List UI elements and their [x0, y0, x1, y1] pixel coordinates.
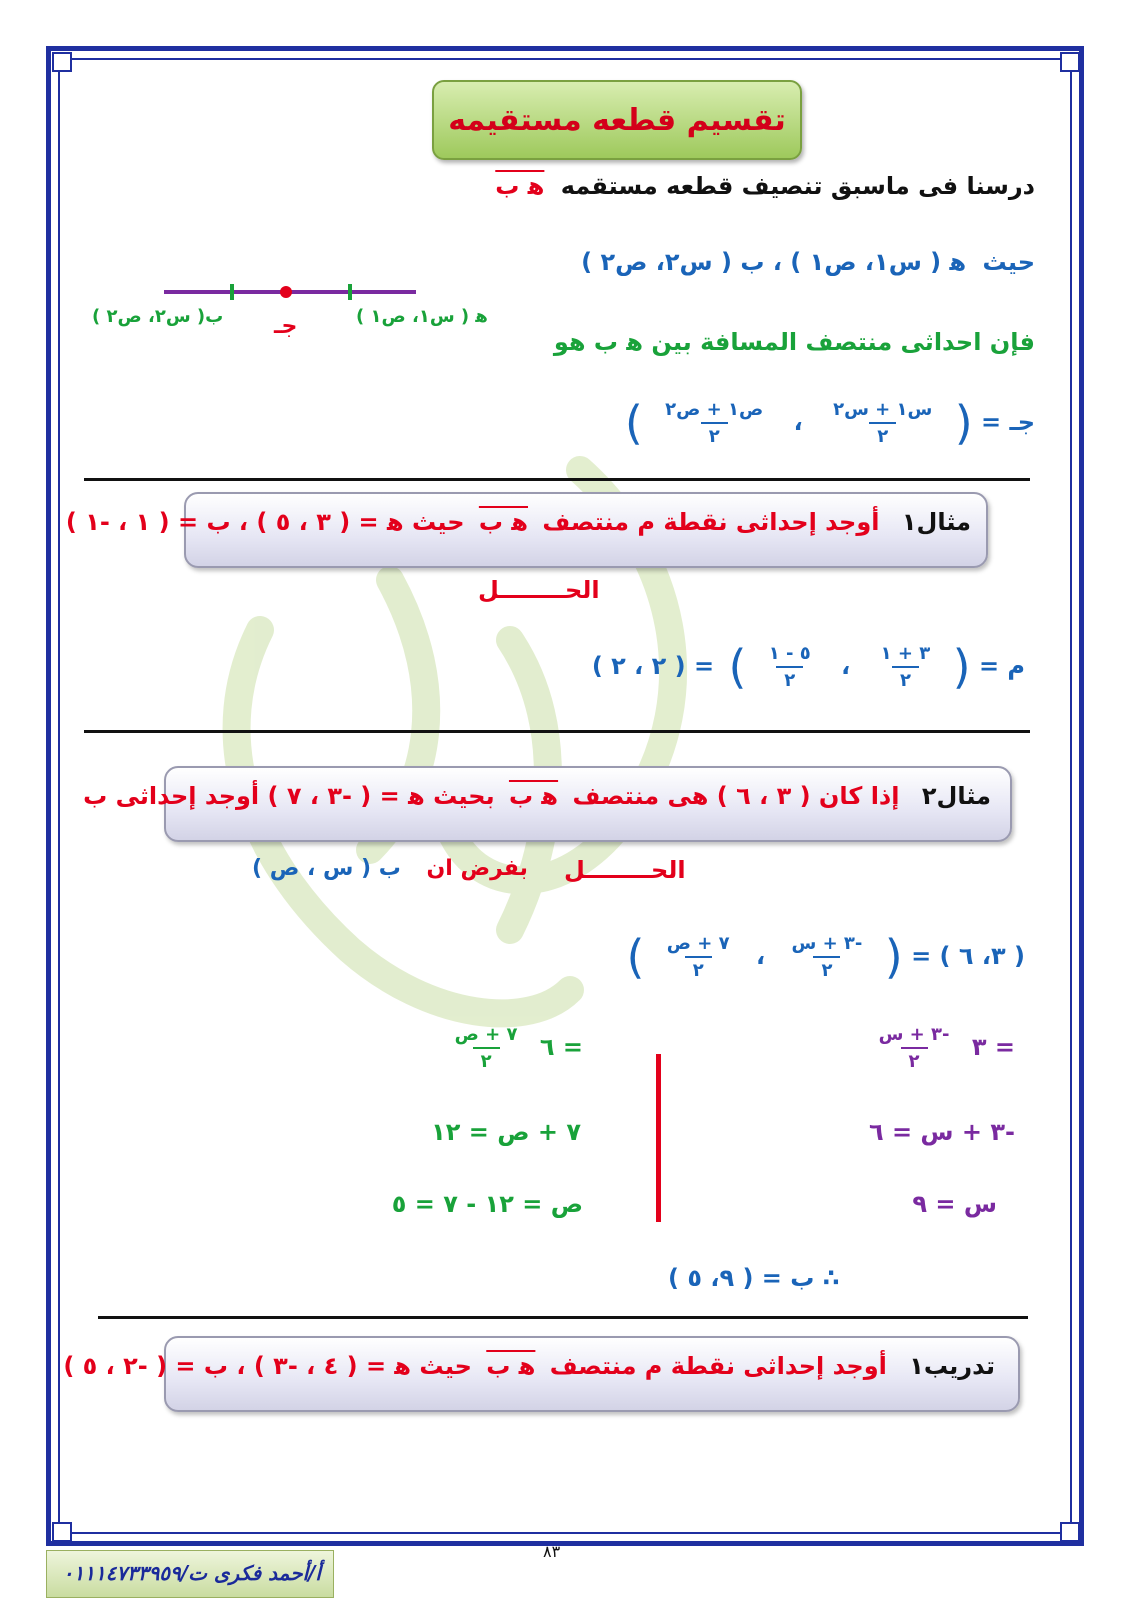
- example-2-assumption: بفرض ان ب ( س ، ص ): [252, 856, 528, 881]
- example-2-frac-x: $\frac{\text{-٣ + س}}{٢}$: [791, 933, 863, 981]
- formula-frac-x: $\frac{\text{س١ + س٢}}{٢}$: [833, 399, 933, 447]
- example-2-label: مثال٢: [921, 782, 991, 810]
- frame-corner: [52, 52, 72, 72]
- diagram-midpoint: جـ: [274, 314, 298, 339]
- segment-ab: ﻫ ب: [478, 508, 528, 536]
- title-banner: [432, 80, 802, 160]
- example-2-conclusion: ∴ ب = ( ٩، ٥ ): [668, 1264, 840, 1292]
- page-title: تقسيم قطعه مستقيمه: [448, 102, 786, 138]
- divider: [84, 730, 1030, 733]
- example-2-equation: ( ٣، ٦ ) = ( $\frac{\text{-٣ + س}}{٢}$ ، $\frac{\text{٧ + ص}}{٢}$ ): [626, 930, 1025, 984]
- intro-line-2: [581, 248, 1035, 276]
- author-footer: [46, 1550, 334, 1598]
- segment-ab: ﻫ ب: [486, 1352, 536, 1380]
- intro-line-3: فإن احداثى منتصف المسافة بين ﻫ ب هو: [553, 328, 1035, 356]
- diagram-point-b: ب( س٢، ص٢ ): [92, 306, 224, 327]
- frame-corner: [1060, 1522, 1080, 1542]
- segment-ab: ﻫ ب: [508, 782, 559, 810]
- exercise-1-label: تدريب١: [909, 1352, 995, 1380]
- segment-ab: ﻫ ب: [495, 172, 545, 200]
- intro-points: ﻫ ( س١، ص١ ) ، ب ( س٢، ص٢ ): [581, 248, 967, 276]
- solution-label: الحــــــــل: [564, 856, 686, 884]
- column-separator: [656, 1054, 661, 1222]
- segment-diagram: [160, 278, 422, 308]
- formula-lhs: جـ =: [981, 408, 1035, 436]
- example-2-frac-y: $\frac{\text{٧ + ص}}{٢}$: [666, 933, 730, 981]
- frame-corner: [52, 1522, 72, 1542]
- frame-corner: [1060, 52, 1080, 72]
- example-1-frac-y: $\frac{٥ - ١}{٢}$: [768, 643, 811, 691]
- formula-frac-y: $\frac{\text{ص١ + ص٢}}{٢}$: [665, 399, 764, 447]
- intro-line-1: [495, 172, 1035, 200]
- example-2-question: مثال٢ إذا كان ( ٣ ، ٦ ) هى منتصف ﻫ ب بحيث ﻫ = ( -٣ ، ٧ ) أوجد إحداثى ب: [83, 782, 991, 810]
- y-equation-step-2: ٧ + ص = ١٢: [431, 1118, 581, 1146]
- page-number: ٨٣: [543, 1542, 561, 1561]
- example-1-label: مثال١: [901, 508, 971, 536]
- example-1-solution: م = ( $\frac{٣ + ١}{٢}$ ، $\frac{٥ - ١}{٢}$ ) = ( ٢ ، ٢ ): [591, 640, 1025, 694]
- example-1-question: مثال١ أوجد إحداثى نقطة م منتصف ﻫ ب حيث ﻫ = ( ٣ ، ٥ ) ، ب = ( ١ ، -١ ): [65, 508, 971, 536]
- y-equation-step-3: ص = ١٢ - ٧ = ٥: [391, 1190, 583, 1218]
- intro-text: درسنا فى ماسبق تنصيف قطعه مستقمه: [560, 172, 1035, 200]
- divider: [84, 478, 1030, 481]
- x-equation-step-1: = ٣ $\frac{\text{-٣ + س}}{٢}$: [878, 1024, 1015, 1072]
- x-equation-step-3: س = ٩: [912, 1190, 997, 1218]
- x-equation-step-2: -٣ + س = ٦: [868, 1118, 1015, 1146]
- author-credit: أ/أحمد فكرى ت/٠١١١٤٧٣٣٩٥٩: [62, 1561, 321, 1585]
- divider: [98, 1316, 1028, 1319]
- exercise-1-question: تدريب١ أوجد إحداثى نقطة م منتصف ﻫ ب حيث ﻫ = ( ٤ ، -٣ ) ، ب = ( -٢ ، ٥ ): [63, 1352, 995, 1380]
- midpoint-formula: جـ = ( $\frac{\text{س١ + س٢}}{٢}$ ، $\frac{\text{ص١ + ص٢}}{٢}$ ): [624, 396, 1035, 450]
- diagram-point-a: ﻫ ( س١، ص١ ): [356, 306, 488, 327]
- example-1-frac-x: $\frac{٣ + ١}{٢}$: [880, 643, 931, 691]
- solution-label: الحــــــــل: [478, 576, 600, 604]
- intro-where: حيث: [982, 248, 1035, 276]
- y-equation-step-1: = ٦ $\frac{\text{٧ + ص}}{٢}$: [454, 1024, 583, 1072]
